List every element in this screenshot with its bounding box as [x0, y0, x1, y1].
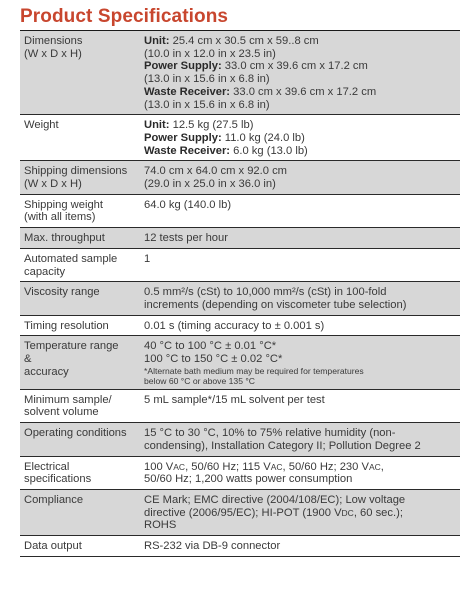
spec-label: Dimensions (W x D x H) [24, 35, 83, 60]
spec-line: (10.0 in x 12.0 in x 23.5 in) [144, 47, 276, 60]
page-title: Product Specifications [20, 6, 229, 27]
spec-label: Max. throughput [24, 232, 105, 245]
spec-line: Waste Receiver: 33.0 cm x 39.6 cm x 17.2 cm [144, 85, 377, 98]
spec-label: Minimum sample/ solvent volume [24, 393, 112, 419]
spec-row [20, 115, 460, 161]
spec-row [20, 31, 460, 115]
spec-label: Automated sample capacity [24, 252, 118, 278]
spec-line-key: Waste Receiver: [144, 144, 231, 157]
spec-line: 64.0 kg (140.0 lb) [144, 198, 232, 211]
spec-value [128, 282, 460, 314]
spec-row [20, 316, 460, 337]
spec-row [20, 336, 460, 389]
spec-table [20, 30, 460, 557]
spec-value [128, 31, 460, 114]
spec-line: 15 °C to 30 °C, 10% to 75% relative humidity (non- [144, 427, 396, 440]
spec-value [128, 161, 460, 193]
spec-line: ROHS [144, 519, 177, 532]
spec-line: directive (2006/95/EC); HI-POT (1900 VDC, 60 sec.); [144, 506, 403, 519]
spec-value [128, 390, 460, 422]
spec-line: 50/60 Hz; 1,200 watts power consumption [144, 473, 353, 486]
spec-footnote: below 60 °C or above 135 °C [144, 375, 256, 386]
spec-line: Waste Receiver: 6.0 kg (13.0 lb) [144, 144, 308, 157]
spec-line-key: Unit: [144, 35, 170, 47]
spec-row [20, 423, 460, 456]
spec-label: Shipping dimensions (W x D x H) [24, 165, 128, 191]
spec-row [20, 282, 460, 315]
spec-line: (13.0 in x 15.6 in x 6.8 in) [144, 98, 270, 111]
spec-value [128, 115, 460, 160]
spec-value [128, 336, 460, 388]
spec-line: condensing), Installation Category II; Pollution Degree 2 [144, 439, 421, 452]
spec-row [20, 228, 460, 249]
spec-label: Electrical specifications [24, 460, 92, 486]
spec-line-key: Waste Receiver: [144, 85, 231, 98]
spec-line: Unit: 25.4 cm x 30.5 cm x 59..8 cm [144, 35, 319, 47]
spec-value [128, 457, 460, 489]
spec-footnote: *Alternate bath medium may be required for temperatures [144, 365, 364, 376]
spec-label: Compliance [24, 493, 84, 506]
spec-value [128, 195, 460, 227]
spec-row [20, 195, 460, 228]
spec-value [128, 490, 460, 535]
spec-label: Timing resolution [24, 319, 109, 332]
spec-line: 0.5 mm²/s (cSt) to 10,000 mm²/s (cSt) in 100-fold [144, 286, 387, 299]
spec-line: Power Supply: 33.0 cm x 39.6 cm x 17.2 cm [144, 60, 368, 73]
spec-line: (13.0 in x 15.6 in x 6.8 in) [144, 73, 270, 86]
spec-line-key: Power Supply: [144, 60, 222, 73]
spec-value [128, 423, 460, 455]
spec-row [20, 161, 460, 194]
spec-line-key: Power Supply: [144, 131, 222, 144]
spec-value [128, 228, 460, 248]
spec-line: 100 °C to 150 °C ± 0.02 °C* [144, 353, 283, 366]
spec-line: 12 tests per hour [144, 232, 228, 245]
spec-label: Shipping weight (with all items) [24, 198, 103, 224]
spec-label: Temperature range & accuracy [24, 340, 119, 378]
spec-line: 5 mL sample*/15 mL solvent per test [144, 393, 325, 406]
spec-line: (29.0 in x 25.0 in x 36.0 in) [144, 178, 276, 191]
spec-row [20, 536, 460, 557]
spec-line-key: Unit: [144, 119, 170, 132]
spec-line: 74.0 cm x 64.0 cm x 92.0 cm [144, 165, 288, 178]
spec-value [128, 316, 460, 336]
spec-value [128, 536, 460, 556]
spec-line: 40 °C to 100 °C ± 0.01 °C* [144, 340, 277, 353]
spec-label: Viscosity range [24, 286, 100, 299]
spec-row [20, 249, 460, 282]
spec-row [20, 490, 460, 536]
spec-line: 100 VAC, 50/60 Hz; 115 VAC, 50/60 Hz; 230 VAC, [144, 460, 384, 473]
spec-line: increments (depending on viscometer tube selection) [144, 298, 407, 311]
spec-line: 1 [144, 252, 151, 265]
spec-row [20, 457, 460, 490]
spec-line: Unit: 12.5 kg (27.5 lb) [144, 119, 254, 132]
spec-line: CE Mark; EMC directive (2004/108/EC); Low voltage [144, 493, 406, 506]
spec-row [20, 390, 460, 423]
spec-line: RS-232 via DB-9 connector [144, 540, 281, 553]
spec-label: Weight [24, 119, 59, 132]
spec-line: Power Supply: 11.0 kg (24.0 lb) [144, 131, 305, 144]
spec-line: 0.01 s (timing accuracy to ± 0.001 s) [144, 319, 325, 332]
spec-value [128, 249, 460, 281]
spec-label: Data output [24, 540, 82, 553]
spec-label: Operating conditions [24, 427, 127, 440]
